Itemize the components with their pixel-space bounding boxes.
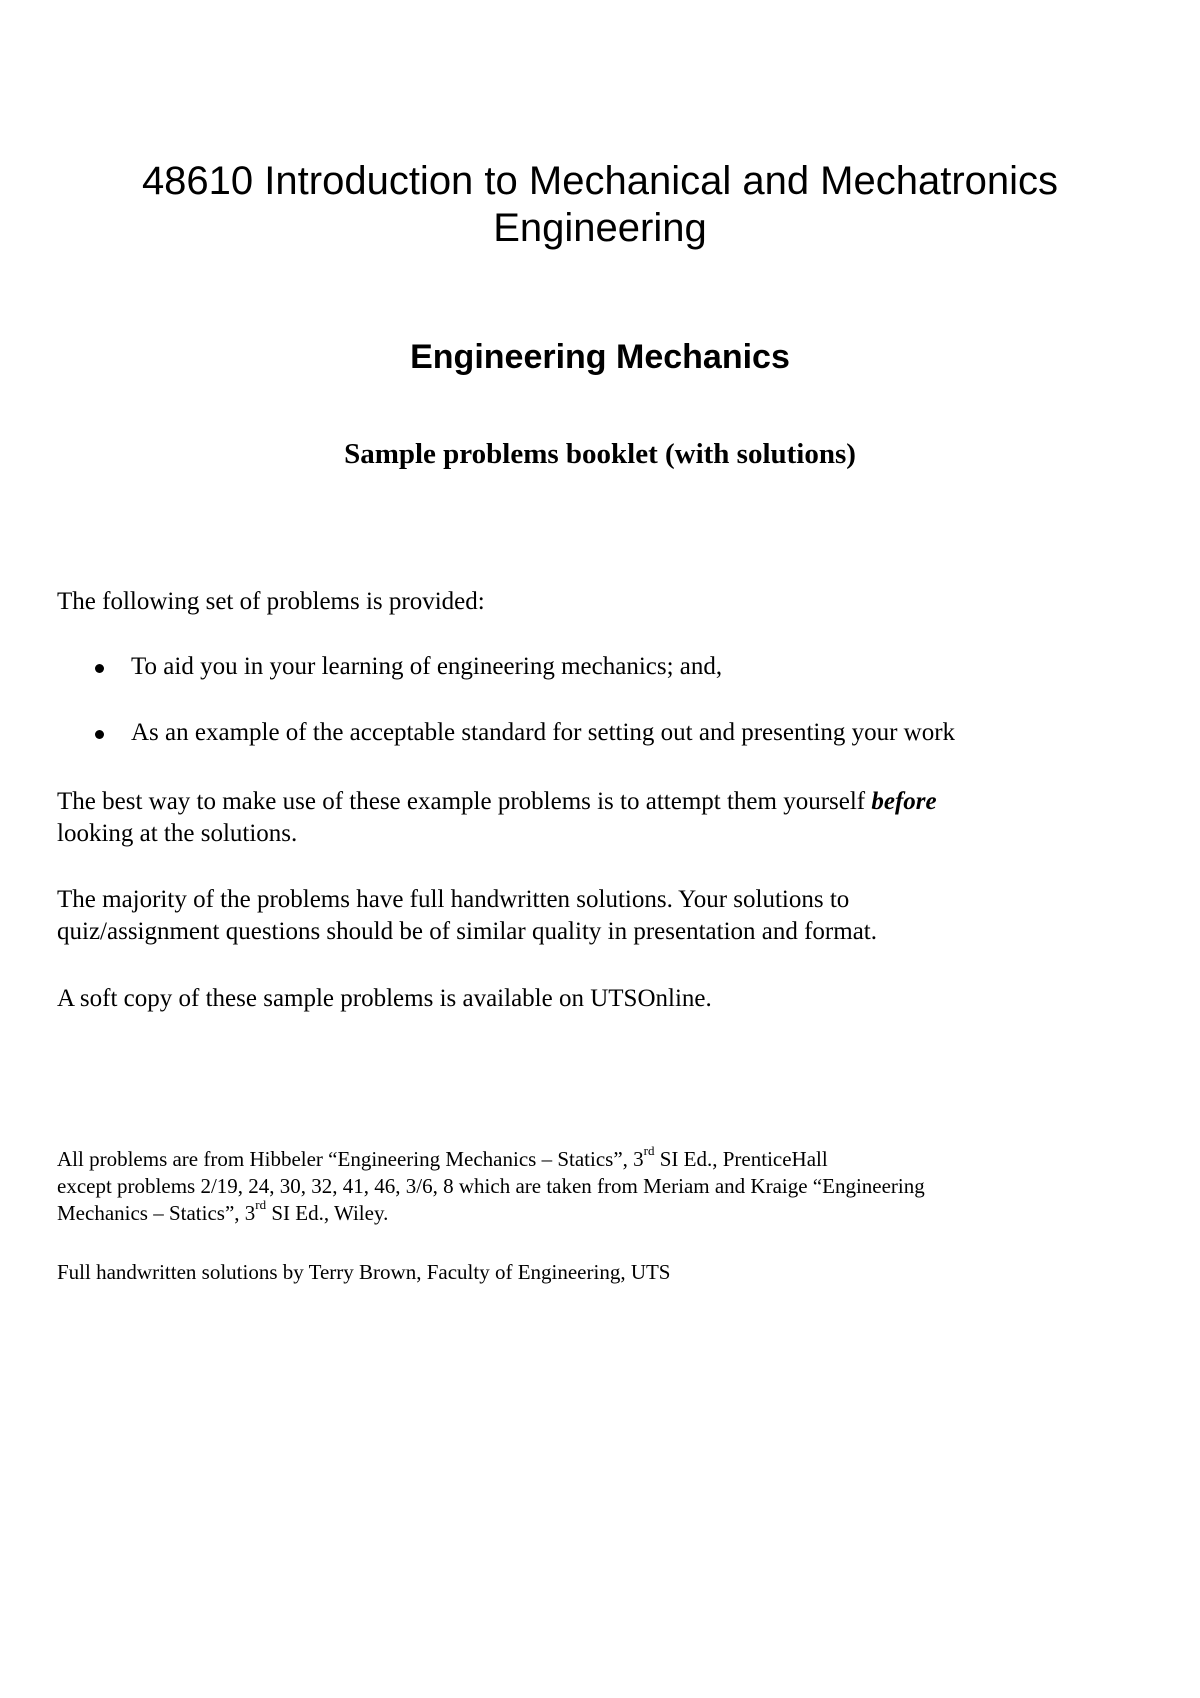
solutions-credit: Full handwritten solutions by Terry Brown, Faculty of Engineering, UTS <box>57 1260 671 1284</box>
bullet-icon <box>95 730 104 739</box>
list-item-text: As an example of the acceptable standard for setting out and presenting your work <box>131 719 956 746</box>
usage-text-continued: looking at the solutions. <box>57 820 298 847</box>
attribution-text: SI Ed., Wiley. <box>266 1201 389 1225</box>
attribution-text: SI Ed., PrenticeHall <box>654 1147 828 1171</box>
purpose-list <box>57 651 1157 783</box>
attribution-line-3 <box>57 1197 1157 1227</box>
intro-text: The following set of problems is provided: <box>57 588 485 615</box>
soft-copy-paragraph: A soft copy of these sample problems is available on UTSOnline. <box>57 985 712 1012</box>
bullet-icon <box>95 664 104 673</box>
list-item <box>57 717 1157 749</box>
quality-line-2: quiz/assignment questions should be of similar quality in presentation and format. <box>57 918 877 945</box>
subject-heading: Engineering Mechanics <box>410 338 790 376</box>
course-title-line-2: Engineering <box>493 206 707 250</box>
ordinal-suffix: rd <box>643 1143 655 1158</box>
usage-paragraph <box>57 786 1157 850</box>
course-title <box>60 158 1140 252</box>
attribution-text: All problems are from Hibbeler “Engineering Mechanics – Statics”, 3 <box>57 1147 644 1171</box>
source-attribution <box>57 1143 1157 1227</box>
attribution-line-2: except problems 2/19, 24, 30, 32, 41, 46, 3/6, 8 which are taken from Meriam and Kraige “Engineering <box>57 1174 925 1198</box>
list-item <box>57 651 1157 683</box>
quality-paragraph <box>57 884 1157 948</box>
ordinal-suffix: rd <box>255 1197 267 1212</box>
list-item-text: To aid you in your learning of engineering mechanics; and, <box>131 653 723 680</box>
quality-line-1: The majority of the problems have full handwritten solutions. Your solutions to <box>57 886 850 913</box>
attribution-line-1 <box>57 1143 1157 1173</box>
emphasis-before: before <box>871 788 937 815</box>
booklet-title: Sample problems booklet (with solutions) <box>344 438 856 470</box>
usage-text: The best way to make use of these example problems is to attempt them yourself <box>57 788 872 815</box>
course-title-line-1: 48610 Introduction to Mechanical and Mechatronics <box>141 159 1059 203</box>
attribution-text: Mechanics – Statics”, 3 <box>57 1201 256 1225</box>
